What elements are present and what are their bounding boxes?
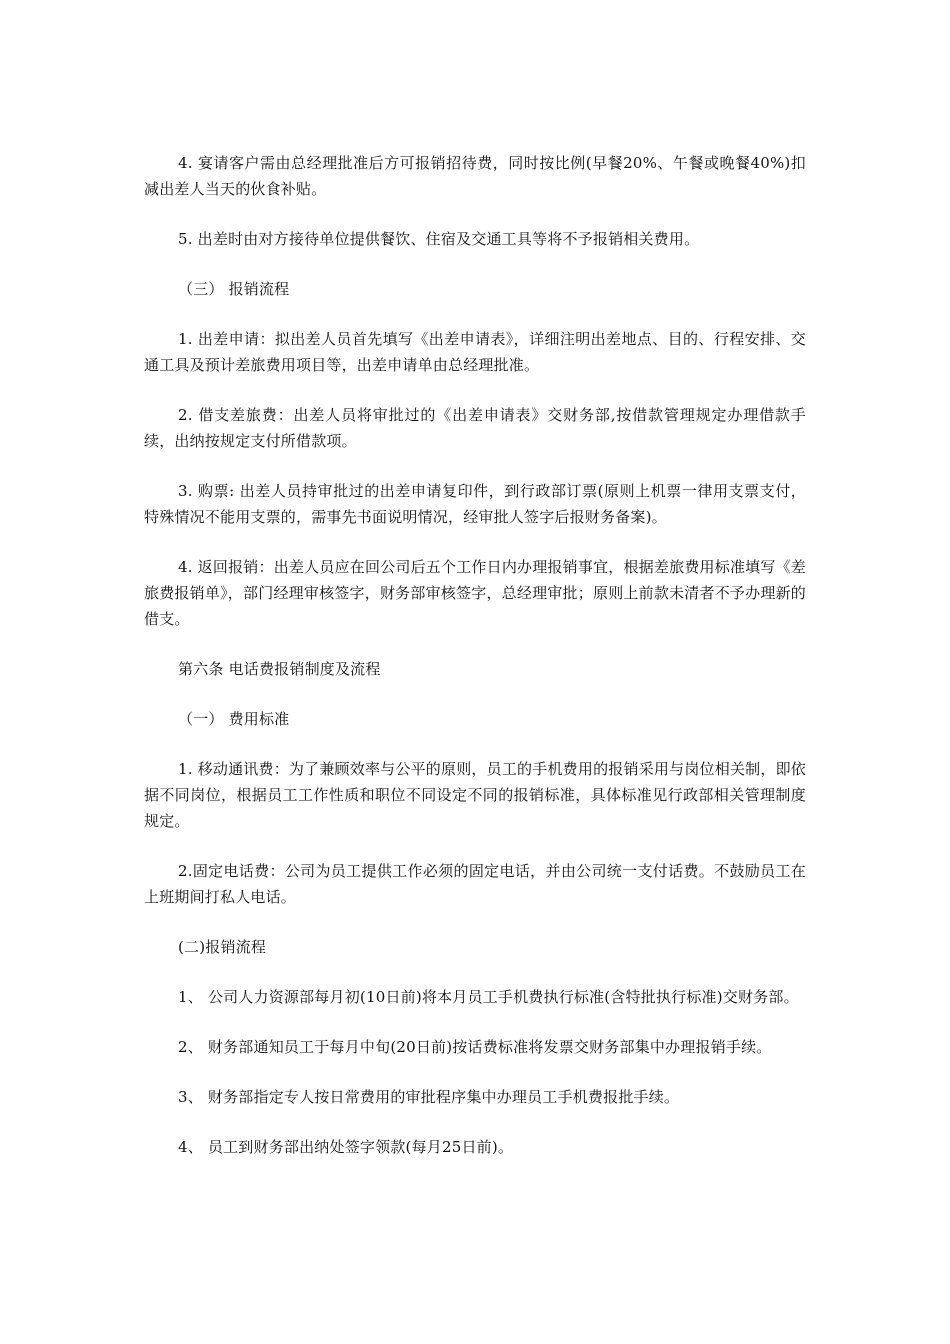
heading-expense-standard: （一） 费用标准: [178, 710, 290, 728]
heading-article-six: 第六条 电话费报销制度及流程: [178, 660, 381, 678]
paragraph-finance-approval: 3、 财务部指定专人按日常费用的审批程序集中办理员工手机费报批手续。: [178, 1088, 680, 1106]
paragraph-finance-notice: 2、 财务部通知员工于每月中旬(20日前)按话费标准将发票交财务部集中办理报销手续。: [178, 1038, 772, 1056]
document-body: [144, 150, 806, 1184]
heading-phone-reimbursement-process: (二)报销流程: [178, 938, 267, 956]
paragraph-mobile-fee: 1. 移动通讯费：为了兼顾效率与公平的原则，员工的手机费用的报销采用与岗位相关制，即依据不同岗位，根据员工工作性质和职位不同设定不同的报销标准，具体标准见行政部相关管理制度规定。: [144, 760, 806, 830]
paragraph-landline-fee: 2.固定电话费：公司为员工提供工作必须的固定电话，并由公司统一支付话费。不鼓励员工在上班期间打私人电话。: [144, 862, 806, 906]
paragraph-return-reimbursement: 4. 返回报销：出差人员应在回公司后五个工作日内办理报销事宜，根据差旅费用标准填写《差旅费报销单》，部门经理审核签字，财务部审核签字，总经理审批；原则上前款未清者不予办理新的借支。: [144, 558, 806, 628]
paragraph-travel-application: 1. 出差申请：拟出差人员首先填写《出差申请表》，详细注明出差地点、目的、行程安排、交通工具及预计差旅费用项目等，出差申请单由总经理批准。: [144, 330, 806, 374]
paragraph-ticket-purchase: 3. 购票: 出差人员持审批过的出差申请复印件，到行政部订票(原则上机票一律用支票支付，特殊情况不能用支票的，需事先书面说明情况，经审批人签字后报财务备案)。: [144, 482, 806, 526]
paragraph-travel-advance: 2. 借支差旅费：出差人员将审批过的《出差申请表》交财务部,按借款管理规定办理借款手续，出纳按规定支付所借款项。: [144, 406, 806, 450]
paragraph-host-provided-expenses: 5. 出差时由对方接待单位提供餐饮、住宿及交通工具等将不予报销相关费用。: [178, 230, 700, 248]
heading-reimbursement-process: （三） 报销流程: [178, 280, 290, 298]
paragraph-banquet-reimbursement: 4. 宴请客户需由总经理批准后方可报销招待费，同时按比例(早餐20%、午餐或晚餐40%)扣减出差人当天的伙食补贴。: [144, 154, 806, 198]
paragraph-hr-standard-submission: 1、 公司人力资源部每月初(10日前)将本月员工手机费执行标准(含特批执行标准)交财务部。: [178, 988, 799, 1006]
paragraph-employee-collection: 4、 员工到财务部出纳处签字领款(每月25日前)。: [178, 1138, 514, 1156]
